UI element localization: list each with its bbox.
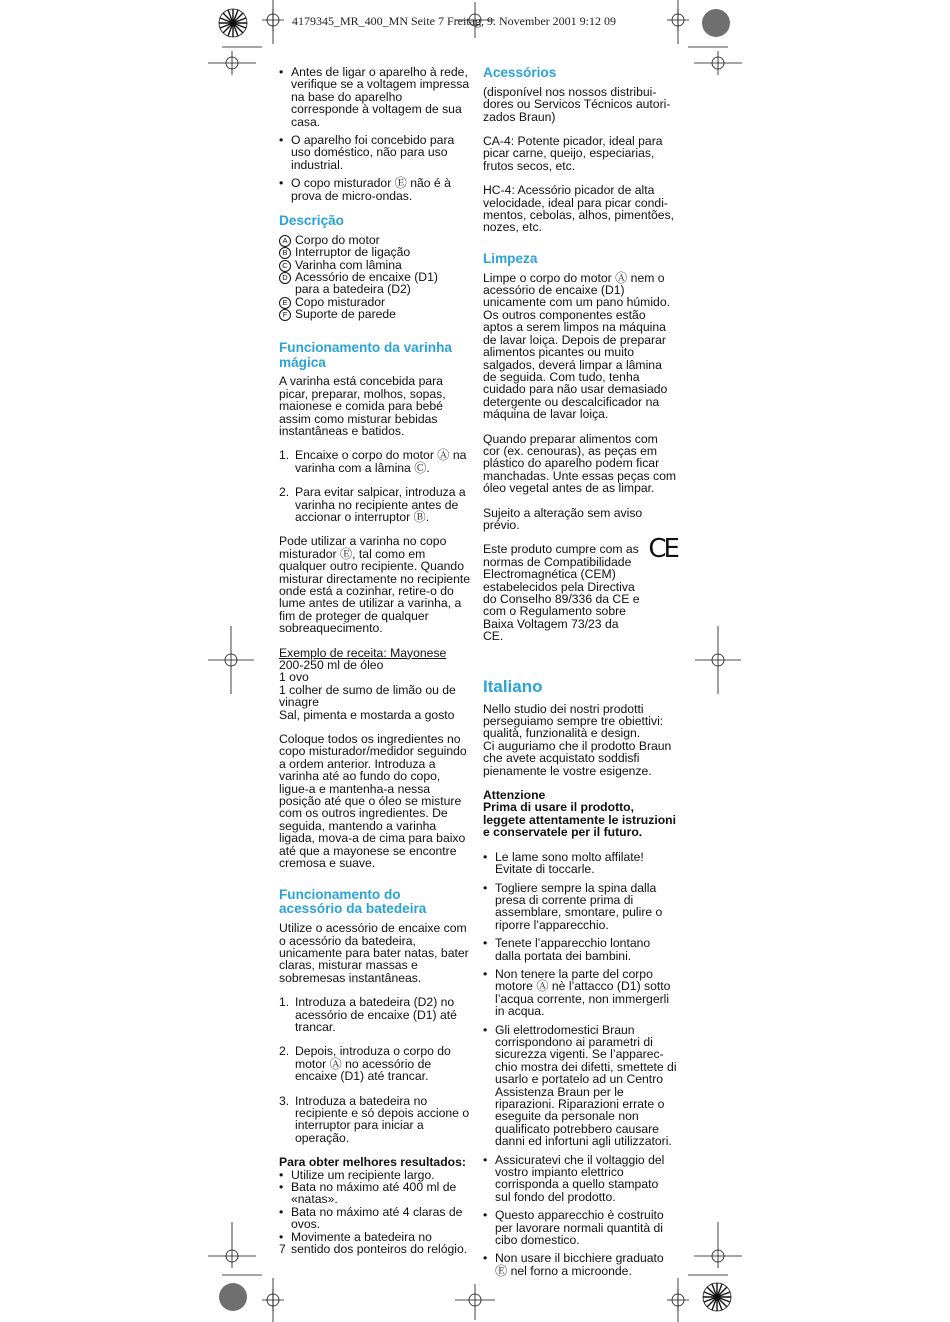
steps-list — [279, 449, 471, 523]
part-label: Varinha com lâmina — [295, 257, 402, 272]
list-item: • Tenete l’apparecchio lontano dalla portata dei bambini. — [483, 937, 677, 962]
gray-registration-disc-icon — [219, 1283, 247, 1311]
step-text: Introduza a batedeira (D2) no acessório de encaixe (D1) até trancar. — [295, 995, 457, 1034]
step-number: 2. — [279, 485, 290, 500]
intro-bullet-list — [279, 66, 471, 202]
starburst-rays-top-left — [219, 9, 247, 37]
part-label: Suporte de parede — [295, 307, 396, 322]
attention-text: Prima di usare il prodotto, leggete attentamente le istruzioni e conservatele per il futuro. — [483, 800, 677, 840]
step-number: 2. — [279, 1044, 290, 1059]
list-item: • Non tenere la parte del corpo motore Ⓐ nè l’attacco (D1) sotto l’acqua corrente, non immergerli in acqua. — [483, 968, 677, 1018]
language-title-italiano: Italiano — [483, 676, 543, 696]
list-item — [279, 308, 471, 320]
paragraph: Este produto cumpre com as normas de Compatibilidade Electromagnética (CEM) estabelecidos pela Directiva do Conselho 89/336 da CE e com o Regulamento sobre Baixa Voltagem 73/23 da CE. — [483, 542, 640, 644]
step-text: Depois, introduza o corpo do motor Ⓐ no acessório de encaixe (D1) até trancar. — [295, 1044, 451, 1084]
paragraph: Quando preparar alimentos com cor (ex. cenouras), as peças em plástico do aparelho podem ficar manchadas. Unte essas peças com óleo vegetal antes de as limpar. — [483, 431, 677, 496]
list-item: • Togliere sempre la spina dalla presa di corrente prima di assemblare, smontare, pulire o riporre l’apparecchio. — [483, 882, 677, 932]
section-title-varinha: Funcionamento da varinha mágica — [279, 339, 452, 370]
recipe-line: 1 colher de sumo de limão ou de vinagre — [279, 682, 456, 710]
section-title-descricao: Descrição — [279, 213, 344, 229]
section-title-acessorios: Acessórios — [483, 65, 557, 80]
recipe-block — [279, 647, 471, 721]
part-letter: F — [279, 309, 291, 321]
list-item: • Movimente a batedeira no sentido dos ponteiros do relógio. — [279, 1231, 471, 1256]
part-letter: D — [279, 272, 291, 284]
list-item — [279, 271, 471, 296]
ce-mark-icon: CE — [648, 534, 677, 565]
list-item: • Non usare il bicchiere graduato Ⓔ nel forno a microonde. — [483, 1252, 677, 1277]
recipe-line: Sal, pimenta e mostarda a gosto — [279, 707, 455, 722]
step-number: 1. — [279, 995, 290, 1010]
left-column — [279, 66, 471, 1267]
paragraph: Pode utilizar a varinha no copo misturador Ⓔ, tal como em qualquer outro recipiente. Quando misturar directamente no recipiente onde está a cozinhar, retire-o do lume antes de utilizar a varinha, a fim de proteger de qualquer sobreaquecimento. — [279, 534, 471, 636]
list-item: • Bata no máximo até 400 ml de «natas». — [279, 1181, 471, 1206]
tips-list — [279, 1169, 471, 1256]
part-letter: A — [279, 235, 291, 247]
part-label: Corpo do motor — [295, 232, 380, 247]
part-label: Copo misturador — [295, 294, 386, 309]
paragraph: Sujeito a alteração sem aviso prévio. — [483, 505, 643, 532]
list-item: • Assicuratevi che il voltaggio del vostro impianto elettrico corrisponda a quello stampato sul fondo del prodotto. — [483, 1154, 677, 1204]
list-item — [279, 449, 471, 474]
starburst-rays-bottom-right — [703, 1283, 731, 1311]
right-column — [483, 66, 677, 1289]
paragraph: (disponível nos nossos distribui- dores ou Servicos Técnicos autori- zados Braun) — [483, 84, 671, 124]
step-text: Para evitar salpicar, introduza a varinha no recipiente antes de accionar o interruptor Ⓑ. — [295, 485, 466, 524]
step-number: 1. — [279, 448, 290, 463]
paragraph: Nello studio dei nostri prodotti perseguiamo sempre tre obiettivi: qualità, funzionalità e design. Ci auguriamo che il prodotto Braun che avete acquistato soddisfi pienamente le vostre esigenze. — [483, 701, 672, 778]
gray-registration-disc-icon — [702, 9, 730, 37]
step-text: Introduza a batedeira no recipiente e só depois accione o interruptor para iniciar a operação. — [295, 1093, 470, 1145]
list-item — [279, 1095, 471, 1145]
paragraph: A varinha está concebida para picar, preparar, molhos, sopas, maionese e comida para bebé assim como misturar bebidas instantâneas e batidos. — [279, 374, 446, 438]
list-item — [279, 1045, 471, 1082]
ce-block — [483, 534, 677, 654]
tips-title: Para obter melhores resultados: — [279, 1155, 466, 1170]
list-item: • O copo misturador Ⓔ não é à prova de micro-ondas. — [279, 177, 471, 202]
attention-title: Attenzione — [483, 788, 546, 803]
paragraph: Coloque todos os ingredientes no copo misturador/medidor seguindo a ordem anterior. Introduza a varinha até ao fundo do copo, ligue-a e mantenha-a nessa posição até que o óleo se misture com os outros ingredientes. De seguida, mantendo a varinha ligada, mova-a de cima para baixo até que a mayonese se encontre cremosa e suave. — [279, 732, 467, 871]
list-item: • Antes de ligar o aparelho à rede, verifique se a voltagem impressa na base do aparelho corresponde à voltagem de sua casa. — [279, 66, 471, 128]
print-header: 4179345_MR_400_MN Seite 7 Freitag, 9. November 2001 9:12 09 — [292, 14, 616, 28]
part-letter: B — [279, 247, 291, 259]
part-letter: E — [279, 297, 291, 309]
list-item: • Le lame sono molto affilate! Evitate di toccarle. — [483, 851, 677, 876]
recipe-line: 200-250 ml de óleo — [279, 658, 384, 673]
paragraph: Utilize o acessório de encaixe com o acessório da batedeira, unicamente para bater natas, bater claras, misturar massas e sobremesas instantâneas. — [279, 921, 469, 985]
list-item: • Utilize um recipiente largo. — [279, 1169, 471, 1181]
paragraph: HC-4: Acessório picador de alta velocidade, ideal para picar condi- mentos, cebolas, alhos, pimentões, nozes, etc. — [483, 183, 675, 235]
italian-bullet-list — [483, 851, 677, 1278]
list-item — [279, 486, 471, 523]
page-number: 7 — [279, 1242, 286, 1256]
paragraph: Limpe o corpo do motor Ⓐ nem o acessório de encaixe (D1) unicamente com um pano húmido. Os outros componentes estão aptos a serem limpos na máquina de lavar loiça. Depois de preparar alimentos picantes ou muito salgados, deverá limpar a lâmina de seguida. Com tudo, tenha cuidado para não usar demasiado detergente ou descalcificador na máquina de lavar loiça. — [483, 270, 670, 422]
part-label: Acessório de encaixe (D1) para a batedeira (D2) — [295, 270, 438, 297]
recipe-title: Exemplo de receita: Mayonese — [279, 645, 447, 660]
part-label: Interruptor de ligação — [295, 245, 411, 260]
list-item: • Questo apparecchio è costruito per lavorare normali quantità di cibo domestico. — [483, 1209, 677, 1246]
list-item — [279, 996, 471, 1033]
step-number: 3. — [279, 1093, 290, 1108]
steps-list — [279, 996, 471, 1144]
parts-list — [279, 234, 471, 321]
step-text: Encaixe o corpo do motor Ⓐ na varinha com a lâmina Ⓒ. — [295, 448, 467, 475]
list-item: • Gli elettrodomestici Braun corrispondono ai parametri di sicurezza vigenti. Se l’apparec- chio mostra dei difetti, smettete di usarlo e portatelo ad un Centro Assistenza Braun per le riparazioni. Riparazioni errate o eseguite da personale non qualificato potrebbero causare danni ed infortuni agli utilizzatori. — [483, 1024, 677, 1148]
paragraph: CA-4: Potente picador, ideal para picar carne, queijo, especiarias, frutos secos, etc. — [483, 134, 663, 173]
part-letter: C — [279, 260, 291, 272]
list-item: • O aparelho foi concebido para uso doméstico, não para uso industrial. — [279, 134, 471, 171]
recipe-line: 1 ovo — [279, 670, 309, 685]
section-title-limpeza: Limpeza — [483, 250, 538, 266]
list-item: • Bata no máximo até 4 claras de ovos. — [279, 1206, 471, 1231]
section-title-batedeira: Funcionamento do acessório da batedeira — [279, 886, 427, 917]
